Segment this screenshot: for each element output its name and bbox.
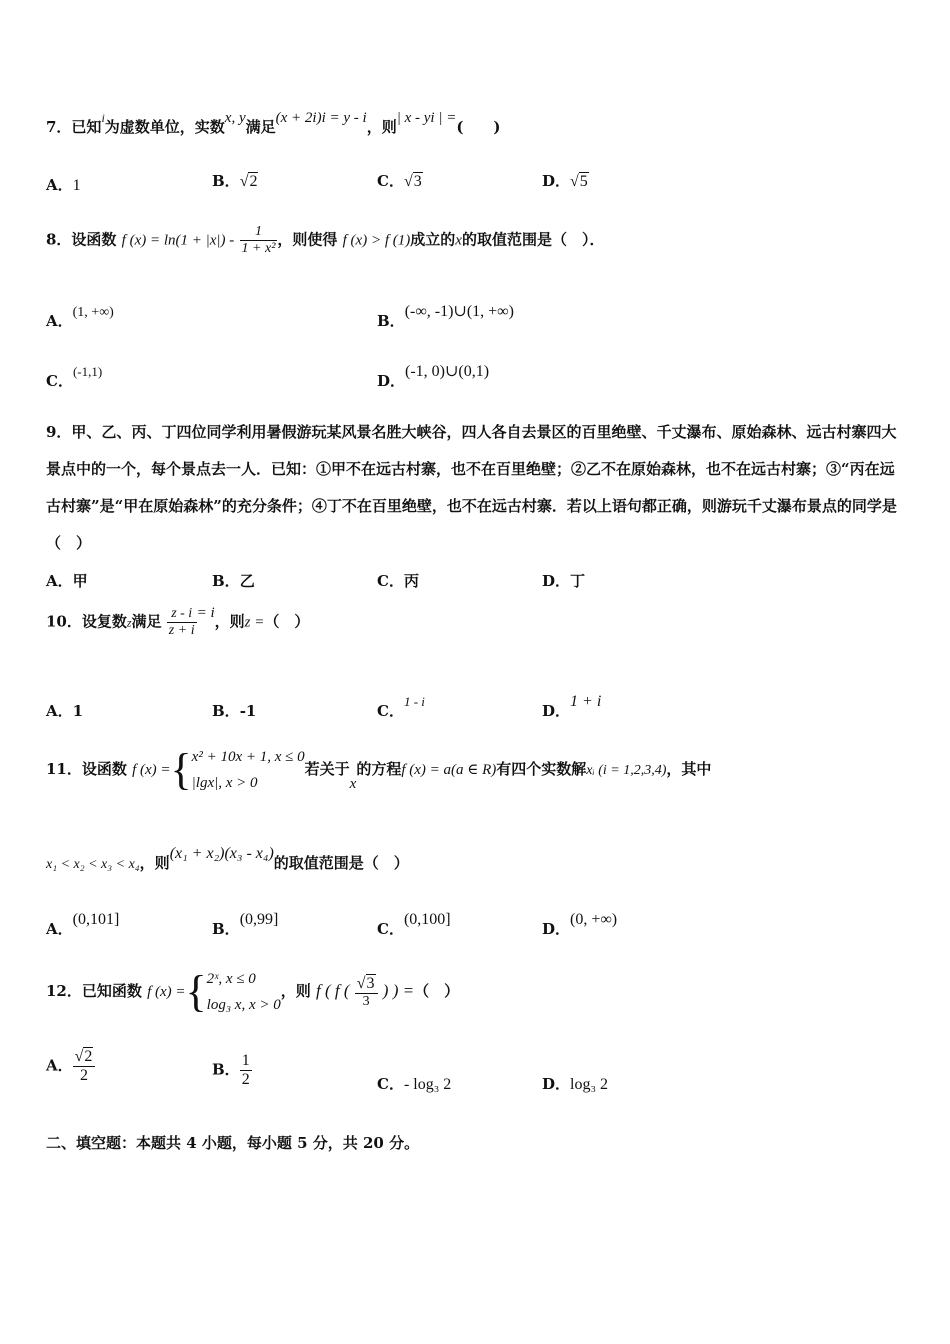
q7-then: ，则	[366, 118, 397, 136]
q8-option-b[interactable]	[377, 303, 514, 331]
q8-option-c[interactable]	[46, 364, 103, 391]
frac-den: 2	[241, 1071, 250, 1088]
option-value: (-1,1)	[72, 364, 103, 379]
frac-den: 2	[80, 1067, 89, 1084]
q10-satisfy: 满足	[131, 612, 162, 631]
sqrt-3: √3	[403, 173, 422, 190]
q12-option-b[interactable]	[212, 1052, 252, 1089]
q11-piece-2: |lgx|, x > 0	[191, 775, 258, 791]
q8-stem-prefix: 8．设函数	[46, 230, 117, 249]
q11-expression: (x₁ + x₂)(x₃ - x₄)	[169, 845, 274, 862]
option-label: B．	[212, 572, 240, 590]
q11-option-b[interactable]	[212, 911, 279, 939]
question-10	[46, 606, 309, 639]
question-8	[46, 224, 604, 257]
q7-equation: (x + 2i)i = y - i	[275, 110, 367, 126]
option-label: C．	[377, 1075, 404, 1093]
q8-inequality: f (x) > f (1)	[342, 232, 411, 249]
option-value: (0,100]	[403, 911, 451, 928]
q10-stem-prefix: 10．设复数	[46, 612, 127, 631]
q12-piece-2: log₃ x, x > 0	[206, 997, 281, 1013]
q12-frac-den: 3	[362, 993, 370, 1009]
q10-equals-i: = i	[196, 604, 215, 621]
q8-then: ，则使得	[277, 230, 338, 249]
q7-i: i	[101, 111, 105, 125]
option-value: - log₃ 2	[403, 1076, 452, 1093]
q11-option-a[interactable]	[46, 911, 120, 939]
option-value: 2	[249, 173, 258, 190]
q8-frac-den: 1 + x²	[241, 241, 276, 256]
question-11-line2	[46, 845, 409, 873]
q7-option-c[interactable]	[377, 170, 423, 191]
q8-range: 的取值范围是（ ）．	[461, 230, 605, 249]
option-label: B．	[212, 172, 240, 190]
option-value: 甲	[72, 572, 88, 590]
q11-equation: f (x) = a(a ∈ R)	[401, 762, 497, 778]
option-value: (0,99]	[239, 911, 279, 928]
q7-stem-prefix: 7．已知	[46, 118, 102, 136]
q10-z: z	[126, 615, 132, 630]
option-value	[240, 1052, 252, 1089]
q7-option-b[interactable]	[212, 170, 258, 191]
option-label: B．	[212, 1060, 240, 1079]
q8-function: f (x) = ln(1 + |x|) -	[121, 232, 235, 249]
option-value: log₃ 2	[570, 1076, 609, 1093]
q12-sqrt-value: 3	[366, 974, 375, 992]
option-label: D．	[377, 372, 406, 390]
q10-then: ，则	[214, 612, 245, 631]
option-label: D．	[542, 572, 571, 590]
q11-piece-1: x² + 10x + 1, x ≤ 0	[191, 749, 305, 765]
option-value: (1, +∞)	[72, 305, 114, 320]
q10-option-d[interactable]	[542, 693, 602, 721]
q9-option-d[interactable]	[542, 570, 585, 591]
q11-piecewise	[192, 744, 305, 796]
q11-condition: x₁ < x₂ < x₃ < x₄	[46, 857, 140, 872]
option-label: A．	[46, 1056, 73, 1075]
question-12	[46, 966, 459, 1018]
option-label: A．	[46, 312, 73, 330]
option-value: 1	[72, 702, 84, 720]
sqrt-5: √5	[570, 173, 588, 190]
q8-option-a[interactable]	[46, 305, 114, 331]
q9-option-c[interactable]	[377, 570, 419, 591]
option-label: D．	[542, 920, 571, 938]
q7-stem-text: 为虚数单位，实数	[104, 118, 225, 136]
q7-option-a[interactable]	[46, 174, 81, 195]
option-label: C．	[46, 372, 73, 390]
option-value	[73, 1048, 96, 1085]
frac-num	[73, 1048, 96, 1067]
q12-piece-1: 2ˣ, x ≤ 0	[206, 971, 256, 987]
q9-option-a[interactable]	[46, 570, 88, 591]
q11-then: ，则	[139, 854, 170, 872]
question-7	[46, 110, 501, 137]
q7-option-d[interactable]	[542, 170, 589, 191]
option-label: A．	[46, 176, 73, 194]
option-value: 乙	[239, 572, 255, 590]
q12-piecewise	[207, 966, 281, 1018]
q10-fraction	[167, 606, 197, 639]
section-2-heading: 二、填空题：本题共 4 小题，每小题 5 分，共 20 分。	[46, 1134, 420, 1152]
option-value: 1	[72, 177, 81, 194]
q10-z-equals: z =	[244, 614, 265, 631]
q12-function: f (x) =	[147, 984, 186, 1000]
q8-holds: 成立的	[410, 230, 456, 249]
option-label: D．	[542, 172, 571, 190]
option-value: (0, +∞)	[570, 911, 618, 928]
q11-range: 的取值范围是（ ）	[273, 854, 409, 872]
option-value: (-∞, -1)∪(1, +∞)	[404, 303, 514, 320]
option-label: B．	[377, 312, 405, 330]
q11-xi: xᵢ (i = 1,2,3,4)	[586, 763, 667, 778]
sqrt-2: √2	[239, 173, 258, 190]
frac-num: 1	[241, 1052, 250, 1069]
q7-abs: | x - yi | =	[396, 110, 457, 126]
q8-x: x	[455, 232, 462, 249]
q11-brace: {	[170, 745, 192, 794]
option-value: 5	[579, 173, 588, 190]
option-value: 1 + i	[570, 693, 602, 710]
q11-equation-label: 的方程	[356, 760, 402, 778]
q7-answer-paren: ( )	[456, 118, 501, 136]
sqrt-value: 2	[84, 1048, 93, 1065]
q11-function: f (x) =	[132, 762, 171, 778]
option-label: C．	[377, 702, 404, 720]
question-11	[46, 744, 711, 796]
option-value: (-1, 0)∪(0,1)	[405, 363, 490, 380]
q10-option-a[interactable]	[46, 700, 83, 721]
q10-frac-num: z - i	[167, 606, 197, 623]
option-value: 丁	[570, 572, 586, 590]
q12-brace: {	[185, 967, 207, 1016]
q11-option-c[interactable]	[377, 911, 451, 939]
option-label: D．	[542, 702, 571, 720]
option-value: 1 - i	[403, 694, 425, 709]
q12-option-d[interactable]	[542, 1073, 608, 1094]
option-value: 3	[413, 173, 422, 190]
option-label: C．	[377, 572, 404, 590]
q11-stem-prefix: 11．设函数	[46, 760, 127, 778]
q10-option-c[interactable]	[377, 694, 425, 721]
option-label: B．	[212, 920, 240, 938]
option-label: D．	[542, 1075, 571, 1093]
q10-option-b[interactable]	[212, 700, 256, 721]
option-label: A．	[46, 572, 73, 590]
q12-close: ) ) =	[382, 981, 415, 1000]
q11-option-d[interactable]	[542, 911, 618, 939]
q8-fraction	[240, 224, 278, 257]
option-value: 丙	[403, 572, 419, 590]
option-label: C．	[377, 920, 404, 938]
option-value: -1	[239, 702, 257, 720]
q10-frac-den: z + i	[168, 623, 195, 638]
q7-xy: x, y	[224, 110, 246, 126]
q12-fraction	[355, 975, 378, 1010]
q12-then: ，则	[280, 982, 311, 1000]
q12-option-a[interactable]	[46, 1048, 95, 1085]
option-label: A．	[46, 920, 73, 938]
q11-where: ，其中	[666, 760, 712, 778]
sqrt-icon: √3	[356, 974, 375, 992]
q12-frac-num	[355, 975, 378, 994]
q8-frac-num: 1	[240, 224, 278, 241]
sqrt-icon: √2	[74, 1048, 93, 1065]
q10-answer-paren: （ ）	[264, 612, 310, 631]
q8-option-d[interactable]	[377, 363, 490, 391]
option-value: (0,101]	[72, 911, 120, 928]
q12-option-c[interactable]	[377, 1073, 451, 1094]
q11-x: x	[349, 776, 357, 792]
q11-four-roots: 有四个实数解	[496, 760, 587, 778]
option-label: B．	[212, 702, 240, 720]
q11-about: 若关于	[304, 760, 350, 778]
q12-composite: f ( f (	[316, 981, 350, 1000]
question-9: 9．甲、乙、丙、丁四位同学利用暑假游玩某风景名胜大峡谷，四人各自去景区的百里绝壁、千丈瀑布、原始森林、远古村寨四大景点中的一个，每个景点去一人．已知：①甲不在远古村寨，也不在百里绝壁；②乙不在原始森林，也不在远古村寨；③“丙在远古村寨”是“甲在原始森林”的充分条件；④丁不在百里绝壁，也不在远古村寨．若以上语句都正确，则游玩千丈瀑布景点的同学是（ ）	[46, 423, 897, 552]
option-label: C．	[377, 172, 404, 190]
q12-stem-prefix: 12．已知函数	[46, 982, 142, 1000]
q9-option-b[interactable]	[212, 570, 255, 591]
q12-answer-paren: （ ）	[414, 982, 460, 1000]
option-label: A．	[46, 702, 73, 720]
q7-satisfy: 满足	[245, 118, 276, 136]
